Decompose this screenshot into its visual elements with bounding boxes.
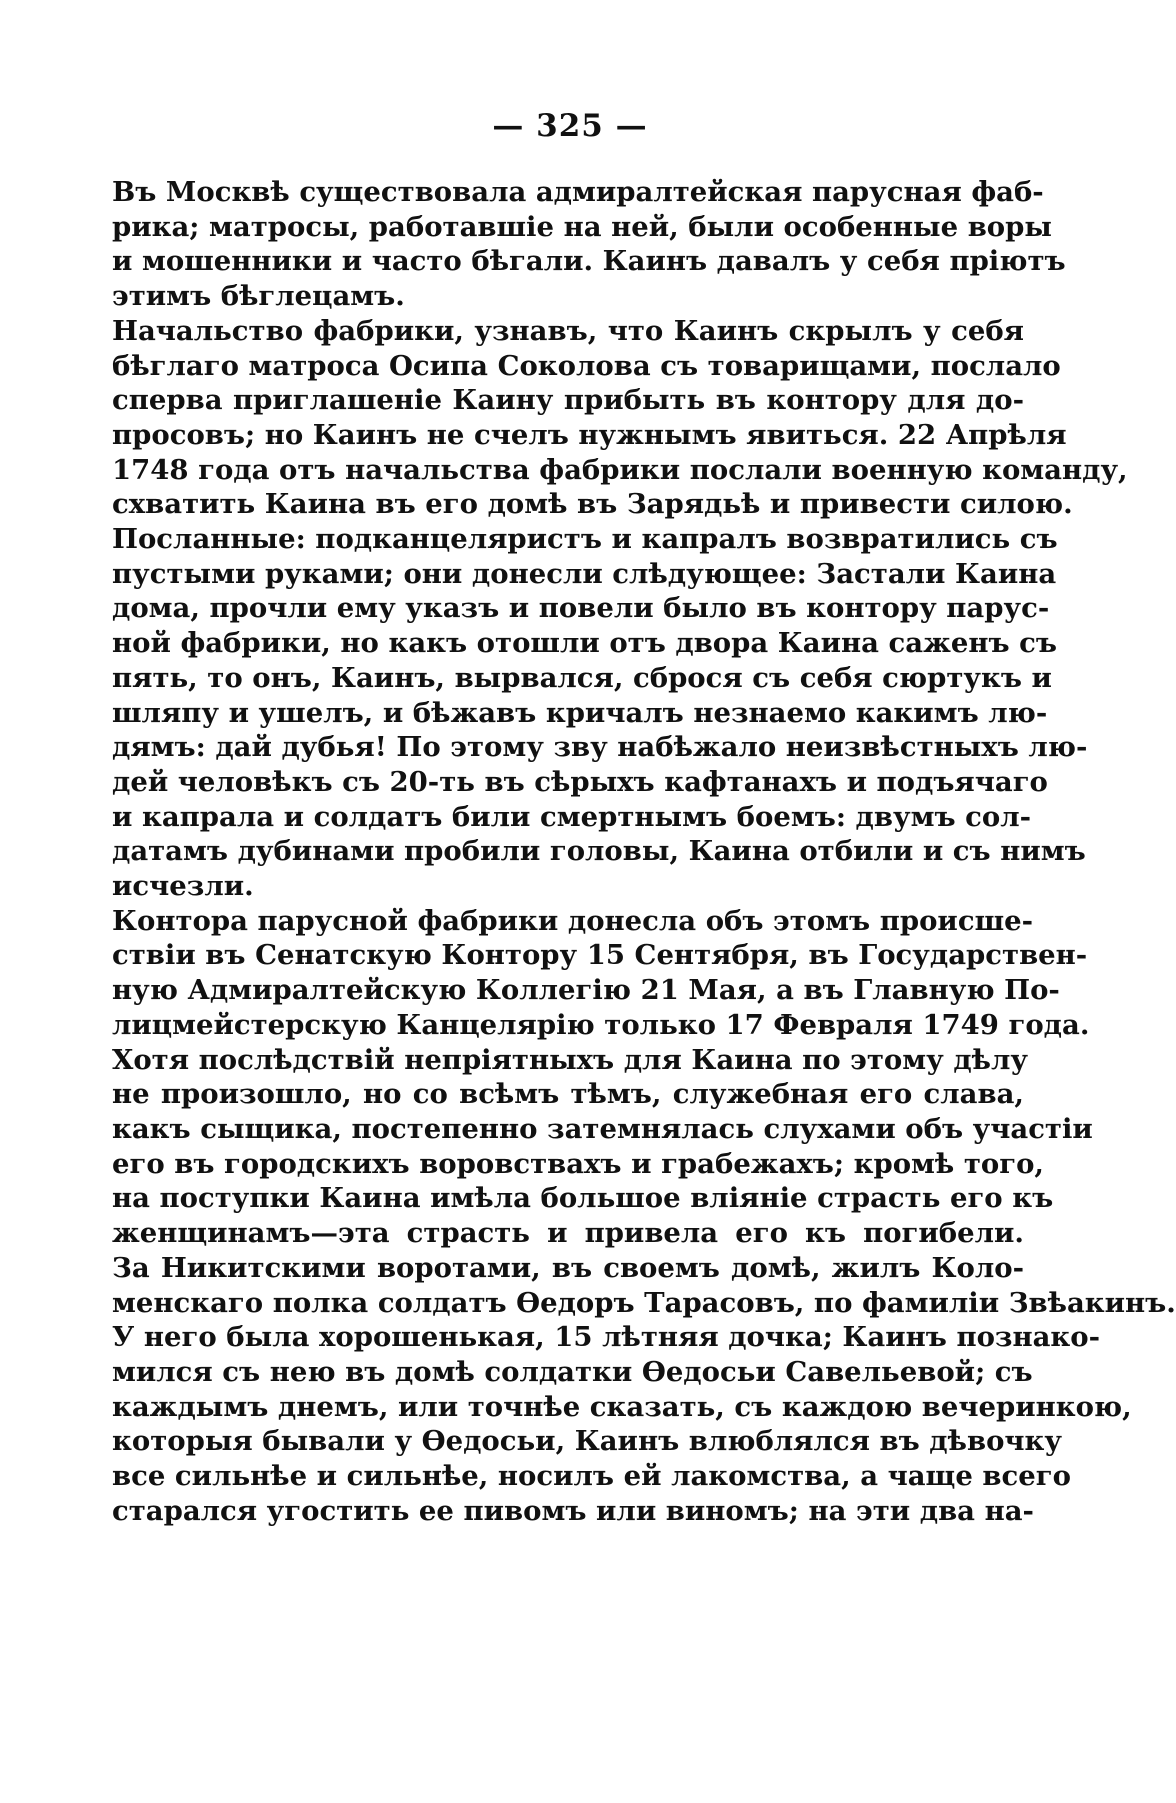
text-line: шляпу и ушелъ, и бѣжавъ кричалъ незнаемо какимъ лю- [112, 696, 1048, 729]
page-body [112, 175, 1176, 1528]
text-line: 1748 года отъ начальства фабрики послали военную команду, [112, 453, 1128, 486]
paragraph-2 [112, 314, 1128, 904]
text-line: Контора парусной фабрики донесла объ этомъ происше- [112, 904, 1034, 937]
text-line: бѣглаго матроса Осипа Соколова съ товарищами, послало [112, 349, 1061, 382]
text-line: дямъ: дай дубья! По этому зву набѣжало неизвѣстныхъ лю- [112, 731, 1088, 764]
text-line: просовъ; но Каинъ не счелъ нужнымъ явиться. 22 Апрѣля [112, 418, 1067, 451]
text-line: Въ Москвѣ существовала адмиралтейская парусная фаб- [112, 176, 1044, 208]
text-line: менскаго полка солдатъ Ѳедоръ Тарасовъ, по фамиліи Звѣакинъ. [112, 1286, 1176, 1319]
text-line: старался угостить ее пивомъ или виномъ; на эти два на- [112, 1494, 1034, 1527]
text-line: пустыми руками; они донесли слѣдующее: Застали Каина [112, 557, 1057, 590]
paragraph-1 [112, 175, 1066, 314]
paragraph-4 [112, 1043, 1093, 1251]
text-line: и капрала и солдатъ били смертнымъ боемъ: двумъ сол- [112, 800, 1032, 833]
paragraph-3 [112, 904, 1090, 1043]
text-line: его въ городскихъ воровствахъ и грабежахъ; кромѣ того, [112, 1147, 1044, 1180]
text-line: этимъ бѣглецамъ. [112, 280, 405, 313]
text-line: дома, прочли ему указъ и повели было въ контору парус- [112, 592, 1050, 625]
text-line: У него была хорошенькая, 15 лѣтняя дочка; Каинъ познако- [112, 1321, 1101, 1354]
paragraph-5 [112, 1251, 1176, 1529]
text-line: дей человѣкъ съ 20-ть въ сѣрыхъ кафтанахъ и подъячаго [112, 765, 1048, 798]
text-line: схватить Каина въ его домѣ въ Зарядьѣ и привести силою. [112, 488, 1073, 521]
text-line: какъ сыщика, постепенно затемнялась слухами объ участіи [112, 1112, 1093, 1145]
page-number: — 325 — [492, 108, 648, 144]
text-line: Начальство фабрики, узнавъ, что Каинъ скрылъ у себя [112, 314, 1024, 347]
text-line: сперва приглашеніе Каину прибыть въ контору для до- [112, 384, 1024, 417]
text-line: пять, то онъ, Каинъ, вырвался, сброся съ себя сюртукъ и [112, 661, 1052, 694]
text-line: ной фабрики, но какъ отошли отъ двора Каина саженъ съ [112, 627, 1057, 660]
text-line: все сильнѣе и сильнѣе, носилъ ей лакомства, а чаще всего [112, 1460, 1071, 1493]
text-line: За Никитскими воротами, въ своемъ домѣ, жилъ Коло- [112, 1251, 1024, 1284]
text-line: Хотя послѣдствій непріятныхъ для Каина по этому дѣлу [112, 1043, 1028, 1076]
text-line: рика; матросы, работавшіе на ней, были особенные воры [112, 210, 1052, 243]
text-line: исчезли. [112, 870, 254, 903]
text-line: ную Адмиралтейскую Коллегію 21 Мая, а въ Главную По- [112, 974, 1060, 1007]
text-line: ствіи въ Сенатскую Контору 15 Сентября, въ Государствен- [112, 939, 1088, 972]
text-line: женщинамъ—эта страсть и привела его къ погибели. [112, 1217, 1024, 1250]
text-line: которыя бывали у Ѳедосьи, Каинъ влюблялся въ дѣвочку [112, 1425, 1062, 1458]
text-line: датамъ дубинами пробили головы, Каина отбили и съ нимъ [112, 835, 1086, 868]
text-line: на поступки Каина имѣла большое вліяніе страсть его къ [112, 1182, 1054, 1215]
text-line: лицмейстерскую Канцелярію только 17 Февраля 1749 года. [112, 1008, 1090, 1041]
text-line: каждымъ днемъ, или точнѣе сказать, съ каждою вечеринкою, [112, 1390, 1132, 1423]
text-line: Посланные: подканцеляристъ и капралъ возвратились съ [112, 523, 1058, 556]
text-line: и мошенники и часто бѣгали. Каинъ давалъ у себя пріютъ [112, 245, 1066, 278]
text-line: мился съ нею въ домѣ солдатки Ѳедосьи Савельевой; съ [112, 1355, 1033, 1388]
text-line: не произошло, но со всѣмъ тѣмъ, служебная его слава, [112, 1078, 1024, 1111]
